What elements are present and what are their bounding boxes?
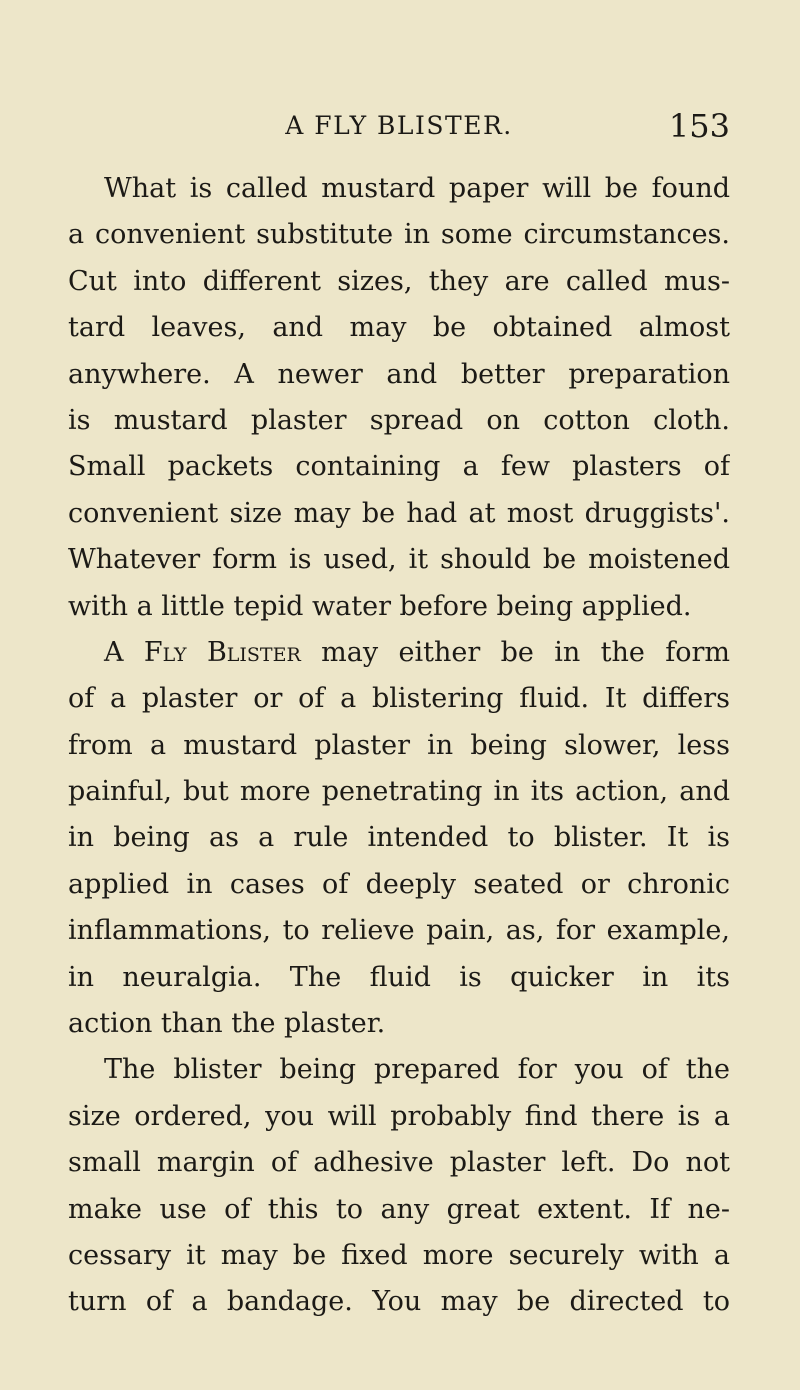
text-line: inflammations, to relieve pain, as, for example,: [68, 915, 730, 947]
text-line-fly-blister: [68, 630, 730, 676]
body-text: [68, 166, 730, 1326]
text-line: a convenient substitute in some circumstances.: [68, 219, 730, 251]
text-line: of a plaster or of a blistering fluid. It differs: [68, 683, 730, 715]
text-line: turn of a bandage. You may be directed to: [68, 1286, 730, 1318]
running-head: [68, 108, 730, 144]
running-title: A FLY BLISTER.: [285, 111, 513, 140]
text-line: Whatever form is used, it should be moistened: [68, 544, 730, 576]
text-line: What is called mustard paper will be found: [104, 173, 730, 204]
text-line: anywhere. A newer and better preparation: [68, 358, 730, 390]
text-line: is mustard plaster spread on cotton cloth.: [68, 404, 730, 436]
text-line: with a little tepid water before being applied.: [68, 590, 692, 622]
text-line: painful, but more penetrating in its action, and: [68, 776, 730, 808]
page-number: 153: [668, 107, 730, 145]
line-rest: may either be in the form: [300, 636, 730, 668]
text-line: from a mustard plaster in being slower, less: [68, 729, 730, 761]
fly-blister-heading: Fly Blister: [143, 636, 301, 668]
text-line: Cut into different sizes, they are called mus-: [68, 265, 730, 297]
text-line: tard leaves, and may be obtained almost: [68, 312, 730, 344]
text-line: Small packets containing a few plasters of: [68, 451, 730, 483]
text-line: small margin of adhesive plaster left. Do not: [68, 1147, 730, 1179]
text-line: The blister being prepared for you of the: [104, 1054, 730, 1086]
text-line: action than the plaster.: [68, 1008, 386, 1040]
text-line: convenient size may be had at most druggists'.: [68, 497, 730, 529]
text-line: in neuralgia. The fluid is quicker in its: [68, 961, 730, 993]
text-line: size ordered, you will probably find there is a: [68, 1100, 730, 1132]
text-line: applied in cases of deeply seated or chronic: [68, 868, 730, 900]
line-lead: A: [104, 636, 144, 668]
text-line: in being as a rule intended to blister. It is: [68, 822, 730, 854]
text-line: make use of this to any great extent. If ne-: [68, 1193, 730, 1225]
text-line: cessary it may be fixed more securely with a: [68, 1239, 730, 1271]
